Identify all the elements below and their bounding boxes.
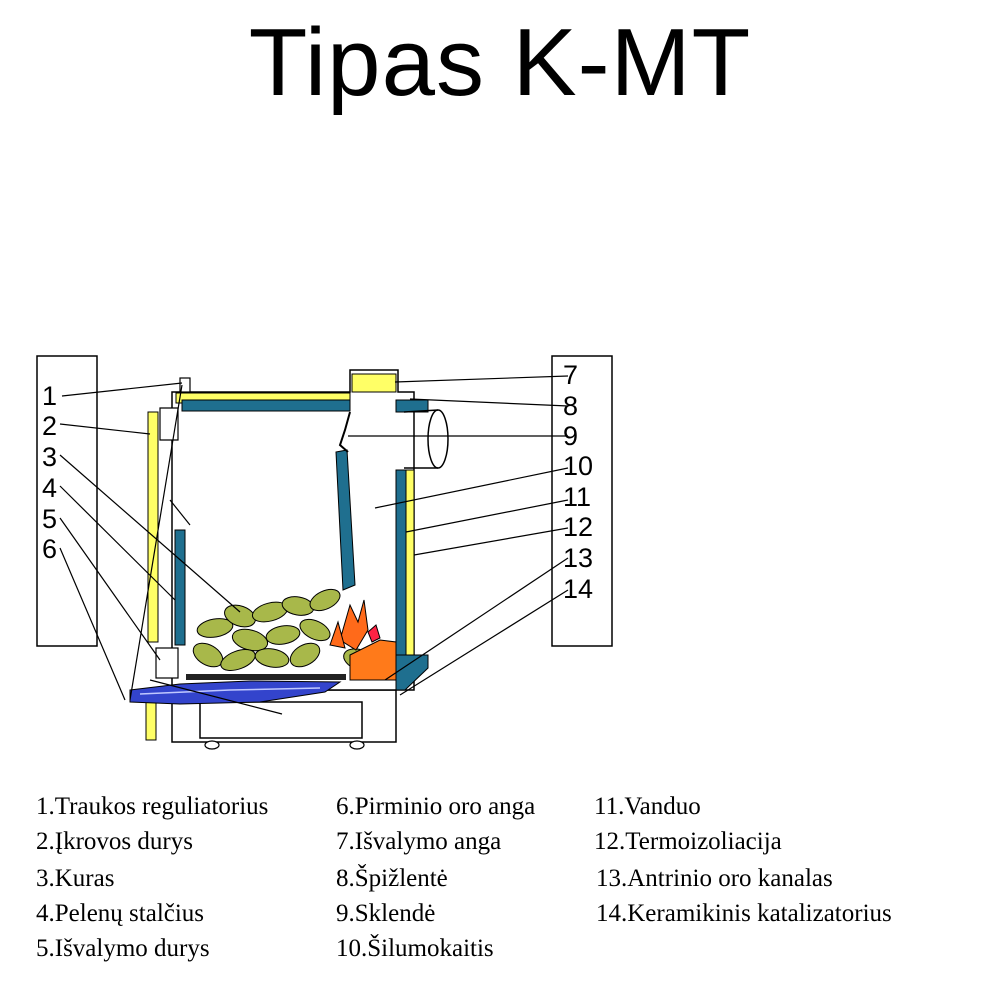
callout-6: 6: [42, 534, 58, 564]
insulation-cap: [352, 374, 396, 392]
callout-10: 10: [563, 451, 594, 481]
callout-7: 7: [563, 360, 579, 390]
callout-13: 13: [563, 543, 594, 573]
legend-item-12: 12.Termoizoliacija: [594, 828, 782, 855]
foot-left: [205, 741, 219, 749]
callout-11: 11: [563, 482, 592, 512]
legend-item-6: 6.Pirminio oro anga: [336, 793, 536, 820]
grate: [186, 674, 346, 680]
water-jacket-right: [396, 470, 406, 670]
legend-item-1: 1.Traukos reguliatorius: [36, 793, 269, 820]
legend-item-9: 9.Sklendė: [336, 900, 436, 927]
water-jacket-left: [175, 530, 185, 645]
legend-item-5: 5.Išvalymo durys: [36, 935, 210, 962]
ash-drawer: [200, 702, 362, 738]
callout-1: 1: [42, 381, 58, 411]
callout-8: 8: [563, 391, 579, 421]
insulation-door: [148, 412, 158, 642]
callout-9: 9: [563, 421, 579, 451]
legend-item-4: 4.Pelenų stalčius: [36, 900, 205, 927]
callout-2: 2: [42, 411, 58, 441]
foot-right: [350, 741, 364, 749]
callout-5: 5: [42, 504, 58, 534]
legend-item-10: 10.Šilumokaitis: [336, 935, 494, 962]
legend-item-11: 11.Vanduo: [594, 793, 701, 820]
callout-4: 4: [42, 473, 58, 503]
legend-item-2: 2.Įkrovos durys: [36, 828, 193, 855]
water-jacket-top: [182, 400, 350, 411]
legend-item-8: 8.Špižlentė: [336, 865, 448, 892]
callout-12: 12: [563, 512, 594, 542]
callout-14: 14: [563, 574, 594, 604]
legend-item-3: 3.Kuras: [36, 865, 115, 892]
flue-pipe-end: [428, 410, 448, 468]
page-title: Tipas K-MT: [248, 9, 752, 116]
callout-3: 3: [42, 442, 58, 472]
cleaning-door: [156, 648, 178, 678]
legend-item-14: 14.Keramikinis katalizatorius: [596, 900, 892, 927]
legend-item-7: 7.Išvalymo anga: [336, 828, 502, 855]
legend-item-13: 13.Antrinio oro kanalas: [596, 865, 833, 892]
insulation-lower-door: [146, 700, 156, 740]
